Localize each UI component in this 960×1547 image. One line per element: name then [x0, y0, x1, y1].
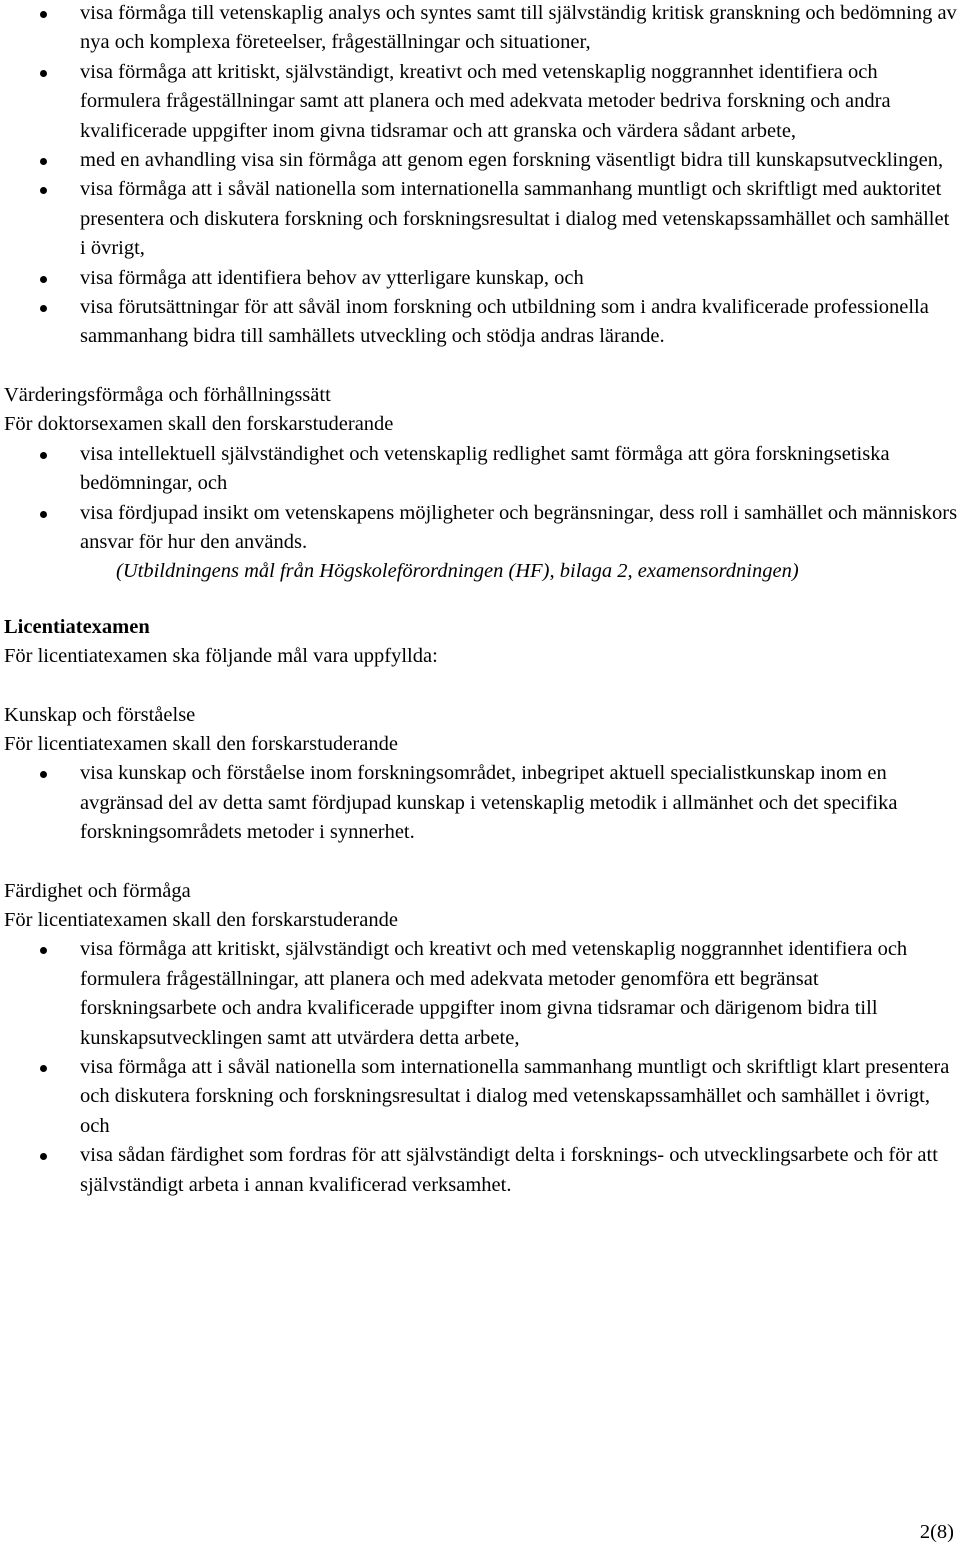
doctoral-goals-list [0, 0, 960, 352]
bullet-icon [40, 305, 47, 312]
spacer [0, 352, 960, 381]
list-item: visa förmåga att i såväl nationella som internationella sammanhang muntligt och skriftligt med auktoritet presentera och diskutera forskning och forskningsresultat i dialog med vetenskapssamhället och samhället i övrigt, [0, 175, 960, 263]
knowledge-intro: För licentiatexamen skall den forskarstuderande [4, 732, 398, 755]
bullet-icon [40, 771, 47, 778]
bullet-icon [40, 276, 47, 283]
values-intro: För doktorsexamen skall den forskarstuderande [4, 413, 394, 436]
list-item: visa förmåga att i såväl nationella som internationella sammanhang muntligt och skriftligt klart presentera och diskutera forskning och forskningsresultat i dialog med vetenskapssamhället och samhället i övrigt, och [0, 1053, 960, 1141]
citation: (Utbildningens mål från Högskoleförordningen (HF), bilaga 2, examensordningen) [116, 560, 799, 583]
spacer [0, 587, 960, 613]
list-item: visa förutsättningar för att såväl inom forskning och utbildning som i andra kvalificerade professionella sammanhang bidra till samhällets utveckling och stödja andras lärande. [0, 293, 960, 352]
list-item: visa intellektuell självständighet och vetenskaplig redlighet samt förmåga att göra forskningsetiska bedömningar, och [0, 440, 960, 499]
bullet-icon [40, 1153, 47, 1160]
knowledge-heading: Kunskap och förståelse [4, 703, 196, 726]
knowledge-list [0, 759, 960, 847]
bullet-icon [40, 11, 47, 18]
page-number: 2(8) [919, 1521, 954, 1543]
list-item: med en avhandling visa sin förmåga att genom egen forskning väsentligt bidra till kunskapsutvecklingen, [0, 146, 960, 175]
spacer [0, 848, 960, 877]
list-item: visa fördjupad insikt om vetenskapens möjligheter och begränsningar, dess roll i samhället och människors ansvar för hur den används. [0, 499, 960, 558]
skills-intro: För licentiatexamen skall den forskarstuderande [4, 908, 398, 931]
bullet-icon [40, 452, 47, 459]
bullet-icon [40, 1065, 47, 1072]
values-heading: Värderingsförmåga och förhållningssätt [4, 383, 331, 406]
list-item: visa förmåga till vetenskaplig analys och syntes samt till självständig kritisk granskning och bedömning av nya och komplexa företeelser, frågeställningar och situationer, [0, 0, 960, 58]
bullet-icon [40, 158, 47, 165]
list-item: visa kunskap och förståelse inom forskningsområdet, inbegripet aktuell specialistkunskap inom en avgränsad del av detta samt fördjupad kunskap i vetenskaplig metodik i allmänhet och det specifika forskningsområdets metoder i synnerhet. [0, 759, 960, 847]
licentiate-intro: För licentiatexamen ska följande mål vara uppfyllda: [4, 645, 438, 668]
skills-heading: Färdighet och förmåga [4, 879, 191, 902]
bullet-icon [40, 70, 47, 77]
bullet-icon [40, 947, 47, 954]
list-item: visa förmåga att kritiskt, självständigt, kreativt och med vetenskaplig noggrannhet identifiera och formulera frågeställningar samt att planera och med adekvata metoder bedriva forskning och andra kvalificerade uppgifter inom givna tidsramar och att granska och värdera sådant arbete, [0, 58, 960, 146]
values-list [0, 440, 960, 558]
bullet-icon [40, 187, 47, 194]
licentiate-heading: Licentiatexamen [4, 615, 150, 638]
list-item: visa förmåga att kritiskt, självständigt och kreativt och med vetenskaplig noggrannhet identifiera och formulera frågeställningar, att planera och med adekvata metoder genomföra ett begränsat forskningsarbete och andra kvalificerade uppgifter inom givna tidsramar och därigenom bidra till kunskapsutvecklingen samt att utvärdera detta arbete, [0, 935, 960, 1053]
list-item: visa förmåga att identifiera behov av ytterligare kunskap, och [0, 264, 960, 293]
spacer [0, 672, 960, 701]
bullet-icon [40, 511, 47, 518]
skills-list [0, 935, 960, 1200]
list-item: visa sådan färdighet som fordras för att självständigt delta i forsknings- och utvecklingsarbete och för att självständigt arbeta i annan kvalificerad verksamhet. [0, 1141, 960, 1200]
